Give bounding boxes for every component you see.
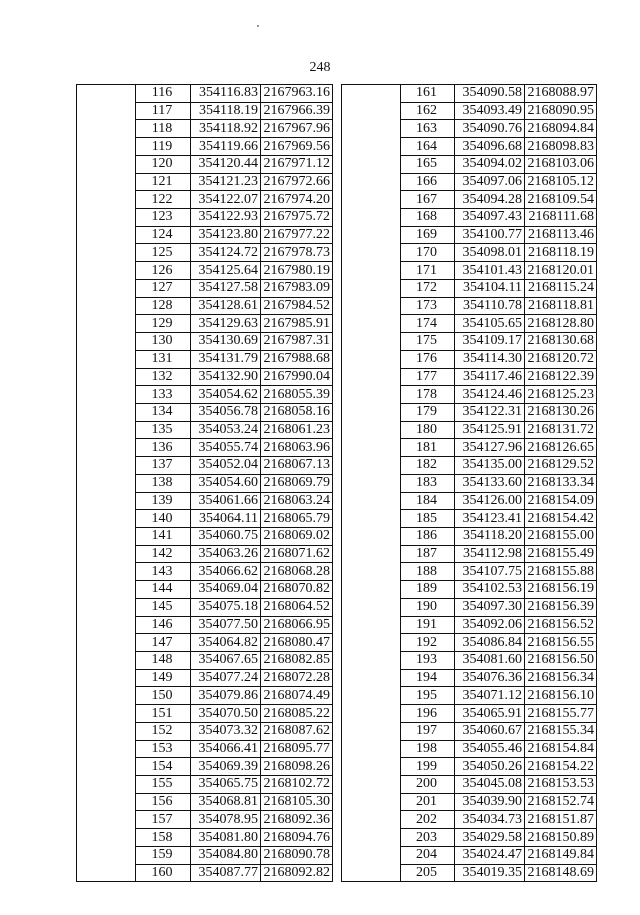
x-coordinate-cell: 354122.07 (191, 191, 261, 209)
y-coordinate-cell: 2168118.81 (525, 297, 597, 315)
x-coordinate-cell: 354073.32 (191, 722, 261, 740)
y-coordinate-cell: 2168063.96 (261, 439, 333, 457)
y-coordinate-cell: 2168156.39 (525, 598, 597, 616)
y-coordinate-cell: 2168082.85 (261, 652, 333, 670)
y-coordinate-cell: 2168155.88 (525, 563, 597, 581)
y-coordinate-cell: 2168149.84 (525, 846, 597, 864)
point-number-cell: 202 (401, 811, 455, 829)
x-coordinate-cell: 354127.58 (191, 279, 261, 297)
x-coordinate-cell: 354056.78 (191, 403, 261, 421)
x-coordinate-cell: 354081.60 (455, 652, 525, 670)
table-row (342, 85, 597, 103)
x-coordinate-cell: 354081.80 (191, 829, 261, 847)
x-coordinate-cell: 354109.17 (455, 333, 525, 351)
x-coordinate-cell: 354053.24 (191, 421, 261, 439)
y-coordinate-cell: 2168055.39 (261, 386, 333, 404)
point-number-cell: 122 (136, 191, 191, 209)
y-coordinate-cell: 2168129.52 (525, 457, 597, 475)
y-coordinate-cell: 2168080.47 (261, 634, 333, 652)
y-coordinate-cell: 2168128.80 (525, 315, 597, 333)
y-coordinate-cell: 2167983.09 (261, 279, 333, 297)
point-number-cell: 133 (136, 386, 191, 404)
point-number-cell: 124 (136, 226, 191, 244)
point-number-cell: 192 (401, 634, 455, 652)
x-coordinate-cell: 354060.67 (455, 722, 525, 740)
x-coordinate-cell: 354055.46 (455, 740, 525, 758)
point-number-cell: 141 (136, 527, 191, 545)
point-number-cell: 169 (401, 226, 455, 244)
y-coordinate-cell: 2168088.97 (525, 85, 597, 103)
point-number-cell: 135 (136, 421, 191, 439)
blank-column-cell (77, 85, 136, 882)
y-coordinate-cell: 2168102.72 (261, 776, 333, 794)
y-coordinate-cell: 2168058.16 (261, 403, 333, 421)
x-coordinate-cell: 354054.62 (191, 386, 261, 404)
point-number-cell: 140 (136, 510, 191, 528)
y-coordinate-cell: 2168094.84 (525, 120, 597, 138)
point-number-cell: 174 (401, 315, 455, 333)
x-coordinate-cell: 354090.76 (455, 120, 525, 138)
point-number-cell: 157 (136, 811, 191, 829)
y-coordinate-cell: 2168067.13 (261, 457, 333, 475)
x-coordinate-cell: 354104.11 (455, 279, 525, 297)
y-coordinate-cell: 2168154.42 (525, 510, 597, 528)
y-coordinate-cell: 2167969.56 (261, 138, 333, 156)
x-coordinate-cell: 354118.92 (191, 120, 261, 138)
point-number-cell: 164 (401, 138, 455, 156)
y-coordinate-cell: 2168087.62 (261, 722, 333, 740)
point-number-cell: 177 (401, 368, 455, 386)
x-coordinate-cell: 354123.80 (191, 226, 261, 244)
point-number-cell: 204 (401, 846, 455, 864)
point-number-cell: 118 (136, 120, 191, 138)
y-coordinate-cell: 2168115.24 (525, 279, 597, 297)
x-coordinate-cell: 354087.77 (191, 864, 261, 882)
y-coordinate-cell: 2168150.89 (525, 829, 597, 847)
x-coordinate-cell: 354127.96 (455, 439, 525, 457)
y-coordinate-cell: 2168133.34 (525, 474, 597, 492)
point-number-cell: 130 (136, 333, 191, 351)
point-number-cell: 151 (136, 705, 191, 723)
x-coordinate-cell: 354132.90 (191, 368, 261, 386)
y-coordinate-cell: 2168064.52 (261, 598, 333, 616)
point-number-cell: 129 (136, 315, 191, 333)
point-number-cell: 186 (401, 527, 455, 545)
x-coordinate-cell: 354098.01 (455, 244, 525, 262)
point-number-cell: 144 (136, 581, 191, 599)
x-coordinate-cell: 354054.60 (191, 474, 261, 492)
y-coordinate-cell: 2168153.53 (525, 776, 597, 794)
y-coordinate-cell: 2168070.82 (261, 581, 333, 599)
x-coordinate-cell: 354110.78 (455, 297, 525, 315)
y-coordinate-cell: 2168156.19 (525, 581, 597, 599)
y-coordinate-cell: 2167987.31 (261, 333, 333, 351)
x-coordinate-cell: 354120.44 (191, 155, 261, 173)
point-number-cell: 149 (136, 669, 191, 687)
x-coordinate-cell: 354078.95 (191, 811, 261, 829)
x-coordinate-cell: 354133.60 (455, 474, 525, 492)
point-number-cell: 179 (401, 403, 455, 421)
y-coordinate-cell: 2168074.49 (261, 687, 333, 705)
coordinates-table-right (341, 84, 597, 882)
y-coordinate-cell: 2168103.06 (525, 155, 597, 173)
y-coordinate-cell: 2168151.87 (525, 811, 597, 829)
point-number-cell: 138 (136, 474, 191, 492)
x-coordinate-cell: 354105.65 (455, 315, 525, 333)
point-number-cell: 134 (136, 403, 191, 421)
x-coordinate-cell: 354067.65 (191, 652, 261, 670)
y-coordinate-cell: 2168069.79 (261, 474, 333, 492)
x-coordinate-cell: 354084.80 (191, 846, 261, 864)
x-coordinate-cell: 354131.79 (191, 350, 261, 368)
y-coordinate-cell: 2167975.72 (261, 209, 333, 227)
y-coordinate-cell: 2168154.09 (525, 492, 597, 510)
point-number-cell: 128 (136, 297, 191, 315)
x-coordinate-cell: 354121.23 (191, 173, 261, 191)
y-coordinate-cell: 2167974.20 (261, 191, 333, 209)
y-coordinate-cell: 2168111.68 (525, 209, 597, 227)
x-coordinate-cell: 354077.24 (191, 669, 261, 687)
y-coordinate-cell: 2167977.22 (261, 226, 333, 244)
x-coordinate-cell: 354097.06 (455, 173, 525, 191)
x-coordinate-cell: 354060.75 (191, 527, 261, 545)
x-coordinate-cell: 354135.00 (455, 457, 525, 475)
point-number-cell: 123 (136, 209, 191, 227)
y-coordinate-cell: 2168105.12 (525, 173, 597, 191)
x-coordinate-cell: 354052.04 (191, 457, 261, 475)
x-coordinate-cell: 354075.18 (191, 598, 261, 616)
y-coordinate-cell: 2168156.34 (525, 669, 597, 687)
point-number-cell: 195 (401, 687, 455, 705)
x-coordinate-cell: 354117.46 (455, 368, 525, 386)
x-coordinate-cell: 354107.75 (455, 563, 525, 581)
point-number-cell: 131 (136, 350, 191, 368)
point-number-cell: 150 (136, 687, 191, 705)
x-coordinate-cell: 354064.11 (191, 510, 261, 528)
x-coordinate-cell: 354055.74 (191, 439, 261, 457)
point-number-cell: 145 (136, 598, 191, 616)
point-number-cell: 132 (136, 368, 191, 386)
y-coordinate-cell: 2168092.36 (261, 811, 333, 829)
x-coordinate-cell: 354094.28 (455, 191, 525, 209)
point-number-cell: 155 (136, 776, 191, 794)
point-number-cell: 184 (401, 492, 455, 510)
x-coordinate-cell: 354066.62 (191, 563, 261, 581)
x-coordinate-cell: 354101.43 (455, 262, 525, 280)
point-number-cell: 191 (401, 616, 455, 634)
y-coordinate-cell: 2168130.26 (525, 403, 597, 421)
point-number-cell: 126 (136, 262, 191, 280)
x-coordinate-cell: 354024.47 (455, 846, 525, 864)
x-coordinate-cell: 354069.04 (191, 581, 261, 599)
y-coordinate-cell: 2167980.19 (261, 262, 333, 280)
x-coordinate-cell: 354100.77 (455, 226, 525, 244)
y-coordinate-cell: 2167966.39 (261, 102, 333, 120)
x-coordinate-cell: 354096.68 (455, 138, 525, 156)
y-coordinate-cell: 2168072.28 (261, 669, 333, 687)
x-coordinate-cell: 354122.93 (191, 209, 261, 227)
y-coordinate-cell: 2168155.77 (525, 705, 597, 723)
point-number-cell: 180 (401, 421, 455, 439)
point-number-cell: 175 (401, 333, 455, 351)
y-coordinate-cell: 2168120.72 (525, 350, 597, 368)
point-number-cell: 160 (136, 864, 191, 882)
point-number-cell: 158 (136, 829, 191, 847)
x-coordinate-cell: 354066.41 (191, 740, 261, 758)
y-coordinate-cell: 2168094.76 (261, 829, 333, 847)
x-coordinate-cell: 354019.35 (455, 864, 525, 882)
y-coordinate-cell: 2168098.83 (525, 138, 597, 156)
y-coordinate-cell: 2168156.52 (525, 616, 597, 634)
x-coordinate-cell: 354034.73 (455, 811, 525, 829)
y-coordinate-cell: 2168069.02 (261, 527, 333, 545)
table-row (77, 85, 333, 103)
point-number-cell: 185 (401, 510, 455, 528)
x-coordinate-cell: 354114.30 (455, 350, 525, 368)
y-coordinate-cell: 2167963.16 (261, 85, 333, 103)
point-number-cell: 119 (136, 138, 191, 156)
point-number-cell: 139 (136, 492, 191, 510)
point-number-cell: 120 (136, 155, 191, 173)
y-coordinate-cell: 2167985.91 (261, 315, 333, 333)
y-coordinate-cell: 2168065.79 (261, 510, 333, 528)
x-coordinate-cell: 354069.39 (191, 758, 261, 776)
y-coordinate-cell: 2167971.12 (261, 155, 333, 173)
x-coordinate-cell: 354124.72 (191, 244, 261, 262)
y-coordinate-cell: 2168063.24 (261, 492, 333, 510)
y-coordinate-cell: 2168130.68 (525, 333, 597, 351)
y-coordinate-cell: 2168154.84 (525, 740, 597, 758)
y-coordinate-cell: 2168154.22 (525, 758, 597, 776)
x-coordinate-cell: 354093.49 (455, 102, 525, 120)
y-coordinate-cell: 2167972.66 (261, 173, 333, 191)
x-coordinate-cell: 354128.61 (191, 297, 261, 315)
x-coordinate-cell: 354029.58 (455, 829, 525, 847)
y-coordinate-cell: 2168105.30 (261, 793, 333, 811)
y-coordinate-cell: 2168090.78 (261, 846, 333, 864)
y-coordinate-cell: 2168068.28 (261, 563, 333, 581)
point-number-cell: 156 (136, 793, 191, 811)
point-number-cell: 146 (136, 616, 191, 634)
y-coordinate-cell: 2168155.00 (525, 527, 597, 545)
point-number-cell: 137 (136, 457, 191, 475)
point-number-cell: 168 (401, 209, 455, 227)
y-coordinate-cell: 2168148.69 (525, 864, 597, 882)
y-coordinate-cell: 2168131.72 (525, 421, 597, 439)
y-coordinate-cell: 2168155.34 (525, 722, 597, 740)
y-coordinate-cell: 2168155.49 (525, 545, 597, 563)
point-number-cell: 187 (401, 545, 455, 563)
y-coordinate-cell: 2167988.68 (261, 350, 333, 368)
y-coordinate-cell: 2168156.50 (525, 652, 597, 670)
point-number-cell: 154 (136, 758, 191, 776)
x-coordinate-cell: 354065.75 (191, 776, 261, 794)
point-number-cell: 193 (401, 652, 455, 670)
x-coordinate-cell: 354063.26 (191, 545, 261, 563)
y-coordinate-cell: 2168152.74 (525, 793, 597, 811)
point-number-cell: 199 (401, 758, 455, 776)
point-number-cell: 163 (401, 120, 455, 138)
x-coordinate-cell: 354118.20 (455, 527, 525, 545)
point-number-cell: 183 (401, 474, 455, 492)
y-coordinate-cell: 2168095.77 (261, 740, 333, 758)
point-number-cell: 203 (401, 829, 455, 847)
point-number-cell: 173 (401, 297, 455, 315)
x-coordinate-cell: 354123.41 (455, 510, 525, 528)
point-number-cell: 178 (401, 386, 455, 404)
x-coordinate-cell: 354071.12 (455, 687, 525, 705)
x-coordinate-cell: 354045.08 (455, 776, 525, 794)
x-coordinate-cell: 354068.81 (191, 793, 261, 811)
blank-column-cell (342, 85, 401, 882)
y-coordinate-cell: 2168122.39 (525, 368, 597, 386)
x-coordinate-cell: 354094.02 (455, 155, 525, 173)
x-coordinate-cell: 354122.31 (455, 403, 525, 421)
x-coordinate-cell: 354119.66 (191, 138, 261, 156)
point-number-cell: 197 (401, 722, 455, 740)
x-coordinate-cell: 354064.82 (191, 634, 261, 652)
scan-speck (257, 25, 259, 27)
x-coordinate-cell: 354112.98 (455, 545, 525, 563)
point-number-cell: 117 (136, 102, 191, 120)
x-coordinate-cell: 354090.58 (455, 85, 525, 103)
point-number-cell: 189 (401, 581, 455, 599)
point-number-cell: 142 (136, 545, 191, 563)
y-coordinate-cell: 2167978.73 (261, 244, 333, 262)
x-coordinate-cell: 354050.26 (455, 758, 525, 776)
y-coordinate-cell: 2168120.01 (525, 262, 597, 280)
y-coordinate-cell: 2168118.19 (525, 244, 597, 262)
y-coordinate-cell: 2168126.65 (525, 439, 597, 457)
point-number-cell: 205 (401, 864, 455, 882)
point-number-cell: 166 (401, 173, 455, 191)
x-coordinate-cell: 354065.91 (455, 705, 525, 723)
point-number-cell: 143 (136, 563, 191, 581)
point-number-cell: 188 (401, 563, 455, 581)
point-number-cell: 161 (401, 85, 455, 103)
x-coordinate-cell: 354076.36 (455, 669, 525, 687)
point-number-cell: 127 (136, 279, 191, 297)
y-coordinate-cell: 2168061.23 (261, 421, 333, 439)
point-number-cell: 116 (136, 85, 191, 103)
y-coordinate-cell: 2167984.52 (261, 297, 333, 315)
x-coordinate-cell: 354070.50 (191, 705, 261, 723)
x-coordinate-cell: 354092.06 (455, 616, 525, 634)
y-coordinate-cell: 2168156.55 (525, 634, 597, 652)
y-coordinate-cell: 2168098.26 (261, 758, 333, 776)
y-coordinate-cell: 2168092.82 (261, 864, 333, 882)
x-coordinate-cell: 354061.66 (191, 492, 261, 510)
x-coordinate-cell: 354097.43 (455, 209, 525, 227)
x-coordinate-cell: 354124.46 (455, 386, 525, 404)
point-number-cell: 172 (401, 279, 455, 297)
point-number-cell: 196 (401, 705, 455, 723)
point-number-cell: 182 (401, 457, 455, 475)
point-number-cell: 201 (401, 793, 455, 811)
point-number-cell: 148 (136, 652, 191, 670)
point-number-cell: 167 (401, 191, 455, 209)
point-number-cell: 125 (136, 244, 191, 262)
x-coordinate-cell: 354079.86 (191, 687, 261, 705)
x-coordinate-cell: 354102.53 (455, 581, 525, 599)
x-coordinate-cell: 354126.00 (455, 492, 525, 510)
x-coordinate-cell: 354086.84 (455, 634, 525, 652)
point-number-cell: 147 (136, 634, 191, 652)
point-number-cell: 181 (401, 439, 455, 457)
point-number-cell: 170 (401, 244, 455, 262)
page-number: 248 (309, 60, 331, 75)
y-coordinate-cell: 2168085.22 (261, 705, 333, 723)
point-number-cell: 198 (401, 740, 455, 758)
x-coordinate-cell: 354116.83 (191, 85, 261, 103)
x-coordinate-cell: 354039.90 (455, 793, 525, 811)
point-number-cell: 153 (136, 740, 191, 758)
point-number-cell: 176 (401, 350, 455, 368)
y-coordinate-cell: 2168066.95 (261, 616, 333, 634)
y-coordinate-cell: 2168109.54 (525, 191, 597, 209)
point-number-cell: 136 (136, 439, 191, 457)
point-number-cell: 162 (401, 102, 455, 120)
y-coordinate-cell: 2168071.62 (261, 545, 333, 563)
point-number-cell: 194 (401, 669, 455, 687)
point-number-cell: 171 (401, 262, 455, 280)
y-coordinate-cell: 2168125.23 (525, 386, 597, 404)
point-number-cell: 121 (136, 173, 191, 191)
coordinates-table-left (76, 84, 333, 882)
x-coordinate-cell: 354097.30 (455, 598, 525, 616)
y-coordinate-cell: 2167967.96 (261, 120, 333, 138)
x-coordinate-cell: 354130.69 (191, 333, 261, 351)
x-coordinate-cell: 354118.19 (191, 102, 261, 120)
point-number-cell: 200 (401, 776, 455, 794)
point-number-cell: 190 (401, 598, 455, 616)
point-number-cell: 152 (136, 722, 191, 740)
x-coordinate-cell: 354129.63 (191, 315, 261, 333)
x-coordinate-cell: 354125.64 (191, 262, 261, 280)
y-coordinate-cell: 2167990.04 (261, 368, 333, 386)
y-coordinate-cell: 2168113.46 (525, 226, 597, 244)
y-coordinate-cell: 2168156.10 (525, 687, 597, 705)
x-coordinate-cell: 354125.91 (455, 421, 525, 439)
point-number-cell: 159 (136, 846, 191, 864)
y-coordinate-cell: 2168090.95 (525, 102, 597, 120)
x-coordinate-cell: 354077.50 (191, 616, 261, 634)
point-number-cell: 165 (401, 155, 455, 173)
